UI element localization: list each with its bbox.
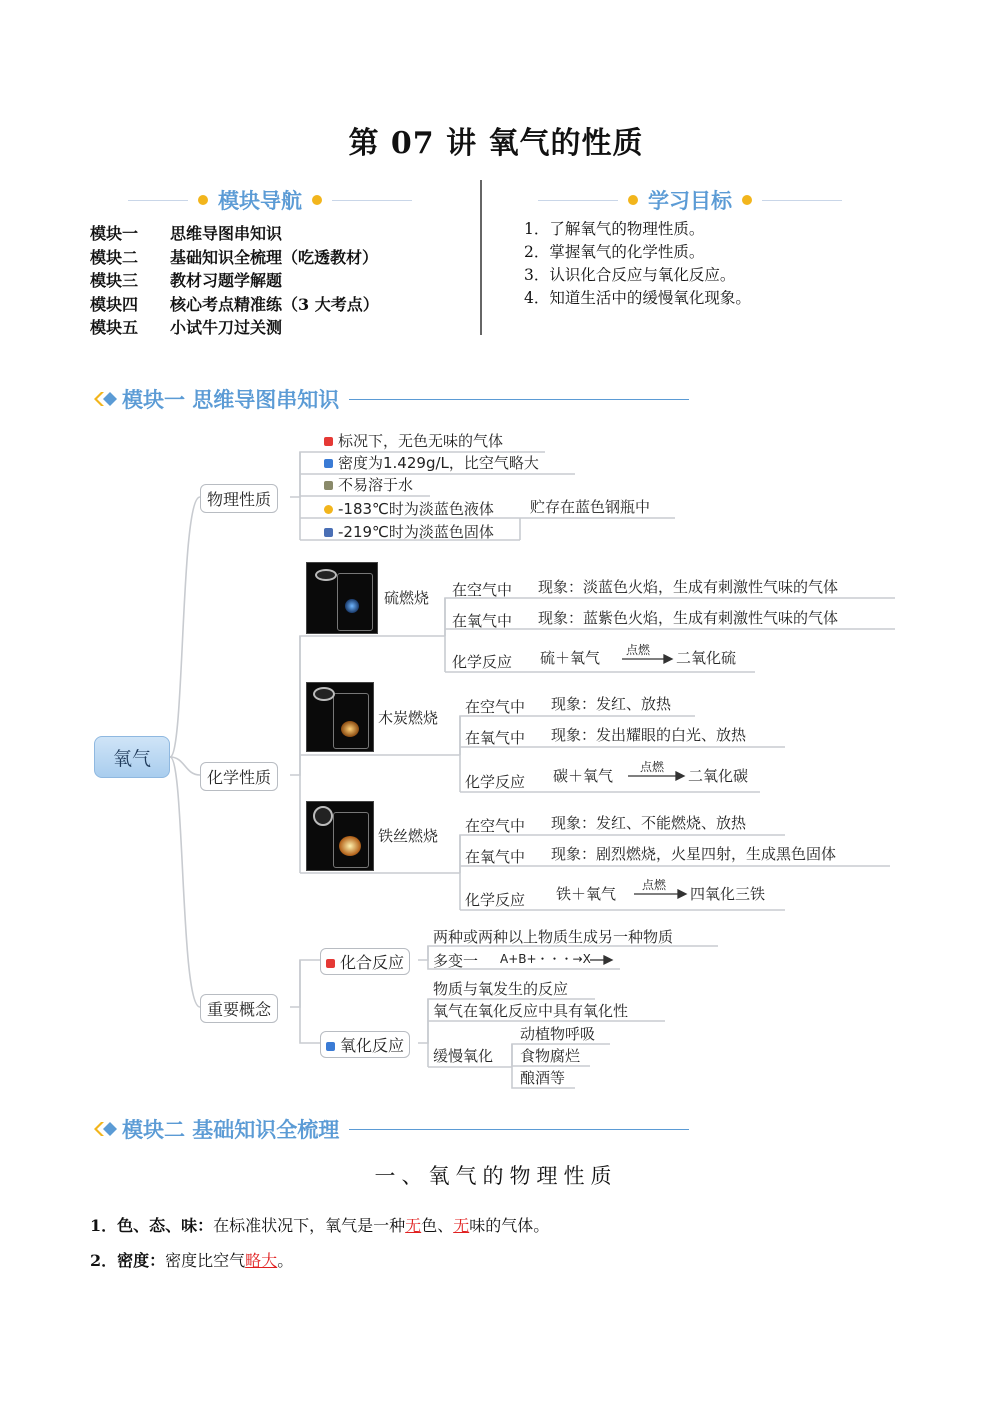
sulfur-air-label: 在空气中 <box>452 581 513 599</box>
physical-item <box>324 431 503 451</box>
paragraph-text: 。 <box>277 1251 294 1270</box>
branch-chemical <box>200 762 278 791</box>
physical-item-text: -219℃时为淡蓝色固体 <box>338 523 494 541</box>
iron-wire-burning-photo <box>306 801 374 871</box>
physical-item <box>324 499 494 519</box>
iron-o2-phenomenon: 现象：剧烈燃烧，火星四射，生成黑色固体 <box>551 845 837 863</box>
nav-item-key: 模块四 <box>90 294 139 314</box>
oxidation-label: 氧化反应 <box>340 1036 405 1055</box>
paragraph-text: 密度比空气 <box>165 1251 246 1270</box>
branch-physical <box>200 484 278 513</box>
branch-label: 重要概念 <box>207 1000 272 1019</box>
combination-multi: 多变一 <box>433 952 479 970</box>
nav-item-key: 模块五 <box>90 318 139 337</box>
physical-item-text: -183℃时为淡蓝色液体 <box>338 500 494 518</box>
branch-label: 化学性质 <box>207 768 272 787</box>
red-square-icon <box>324 437 333 446</box>
gray-square-icon <box>324 481 333 490</box>
physical-item-text: 标况下，无色无味的气体 <box>338 432 504 450</box>
nav-item-key: 模块二 <box>90 247 139 267</box>
paragraph-color-state-smell <box>90 1213 549 1236</box>
iron-reactants: 铁＋氧气 <box>556 885 617 903</box>
iron-condition: 点燃 <box>642 878 667 892</box>
nav-item-label: 小试牛刀过关测 <box>170 318 283 337</box>
paragraph-text: 色、 <box>421 1216 454 1235</box>
blue-square-icon <box>324 459 333 468</box>
charcoal-burning-photo <box>306 682 374 752</box>
paragraph-number: 1． <box>90 1216 118 1235</box>
nav-item-label: 基础知识全梳理（吃透教材） <box>170 247 379 267</box>
physical-item-text: 密度为1.429g/L，比空气略大 <box>338 454 539 472</box>
combination-node <box>320 948 410 975</box>
carbon-reactants: 碳＋氧气 <box>553 767 614 785</box>
carbon-rxn-label: 化学反应 <box>465 773 526 791</box>
carbon-air-label: 在空气中 <box>465 698 526 716</box>
nav-heading: 模块导航 <box>218 189 302 213</box>
blue-square-icon <box>326 1042 335 1051</box>
carbon-air-phenomenon: 现象：发红、放热 <box>551 695 672 713</box>
sulfur-condition: 点燃 <box>626 643 651 657</box>
sulfur-o2-phenomenon: 现象：蓝紫色火焰，生成有刺激性气味的气体 <box>538 609 839 627</box>
slow-oxidation: 缓慢氧化 <box>433 1047 494 1065</box>
physical-item <box>324 453 539 473</box>
slow-oxidation-example: 食物腐烂 <box>520 1047 581 1065</box>
paragraph-text: 在标准状况下，氧气是一种 <box>213 1216 406 1235</box>
nav-item-label: 教材习题学解题 <box>170 271 283 290</box>
carbon-label: 木炭燃烧 <box>378 709 439 727</box>
branch-concepts <box>200 994 278 1023</box>
combination-definition: 两种或两种以上物质生成另一种物质 <box>433 928 674 946</box>
iron-product: 四氧化三铁 <box>690 885 766 903</box>
iron-air-phenomenon: 现象：发红、不能燃烧、放热 <box>551 814 747 832</box>
branch-label: 物理性质 <box>207 490 272 509</box>
answer-blank: 无 <box>453 1216 470 1235</box>
storage-note: 贮存在蓝色钢瓶中 <box>530 498 651 516</box>
section-title: 一、氧气的物理性质 <box>374 1164 618 1188</box>
double-chevron-icon <box>92 1119 120 1139</box>
goal-item: 3．认识化合反应与氧化反应。 <box>524 266 736 284</box>
module2-header <box>92 1115 689 1143</box>
goal-item: 2．掌握氧气的化学性质。 <box>524 243 705 261</box>
sulfur-o2-label: 在氧气中 <box>452 612 513 630</box>
sulfur-product: 二氧化硫 <box>676 649 737 667</box>
paragraph-label: 密度： <box>117 1251 166 1270</box>
red-square-icon <box>326 959 335 968</box>
sulfur-label: 硫燃烧 <box>384 589 430 607</box>
iron-label: 铁丝燃烧 <box>378 827 439 845</box>
module2-title: 模块二 基础知识全梳理 <box>122 1118 340 1142</box>
oxidation-node <box>320 1031 410 1058</box>
physical-item <box>324 522 494 542</box>
answer-blank: 无 <box>405 1216 422 1235</box>
sulfur-burning-photo <box>306 562 378 634</box>
goals-heading: 学习目标 <box>648 189 732 213</box>
goal-item: 1．了解氧气的物理性质。 <box>524 220 705 238</box>
slow-oxidation-example: 酿酒等 <box>520 1069 566 1087</box>
carbon-condition: 点燃 <box>640 760 665 774</box>
sulfur-reactants: 硫＋氧气 <box>540 649 601 667</box>
nav-item-label: 核心考点精准练（3 大考点） <box>170 294 379 314</box>
nav-item-key: 模块三 <box>90 271 139 290</box>
paragraph-label: 色、态、味： <box>117 1216 214 1235</box>
page-title: 第 07 讲 氧气的性质 <box>348 126 644 161</box>
iron-air-label: 在空气中 <box>465 817 526 835</box>
carbon-product: 二氧化碳 <box>688 767 749 785</box>
physical-item <box>324 475 413 495</box>
mindmap-root: 氧气 <box>94 736 170 778</box>
slow-oxidation-example: 动植物呼吸 <box>520 1025 596 1043</box>
yellow-dot-icon <box>324 505 333 514</box>
sulfur-air-phenomenon: 现象：淡蓝色火焰，生成有刺激性气味的气体 <box>538 578 839 596</box>
combination-label: 化合反应 <box>340 953 405 972</box>
carbon-o2-label: 在氧气中 <box>465 729 526 747</box>
iron-rxn-label: 化学反应 <box>465 891 526 909</box>
physical-item-text: 不易溶于水 <box>338 476 414 494</box>
blue-square-icon <box>324 528 333 537</box>
combination-formula: A+B+・・・→X <box>500 952 591 966</box>
oxidation-definition: 物质与氧发生的反应 <box>433 980 569 998</box>
iron-o2-label: 在氧气中 <box>465 848 526 866</box>
answer-blank: 略大 <box>245 1251 278 1270</box>
nav-item-key: 模块一 <box>90 224 139 243</box>
oxidation-property: 氧气在氧化反应中具有氧化性 <box>433 1002 629 1020</box>
module1-title: 模块一 思维导图串知识 <box>122 388 340 412</box>
paragraph-density <box>90 1248 293 1271</box>
carbon-o2-phenomenon: 现象：发出耀眼的白光、放热 <box>551 726 747 744</box>
goal-item: 4．知道生活中的缓慢氧化现象。 <box>524 289 751 307</box>
nav-item-label: 思维导图串知识 <box>170 224 283 243</box>
paragraph-text: 味的气体。 <box>469 1216 550 1235</box>
paragraph-number: 2． <box>90 1251 118 1270</box>
sulfur-rxn-label: 化学反应 <box>452 653 513 671</box>
